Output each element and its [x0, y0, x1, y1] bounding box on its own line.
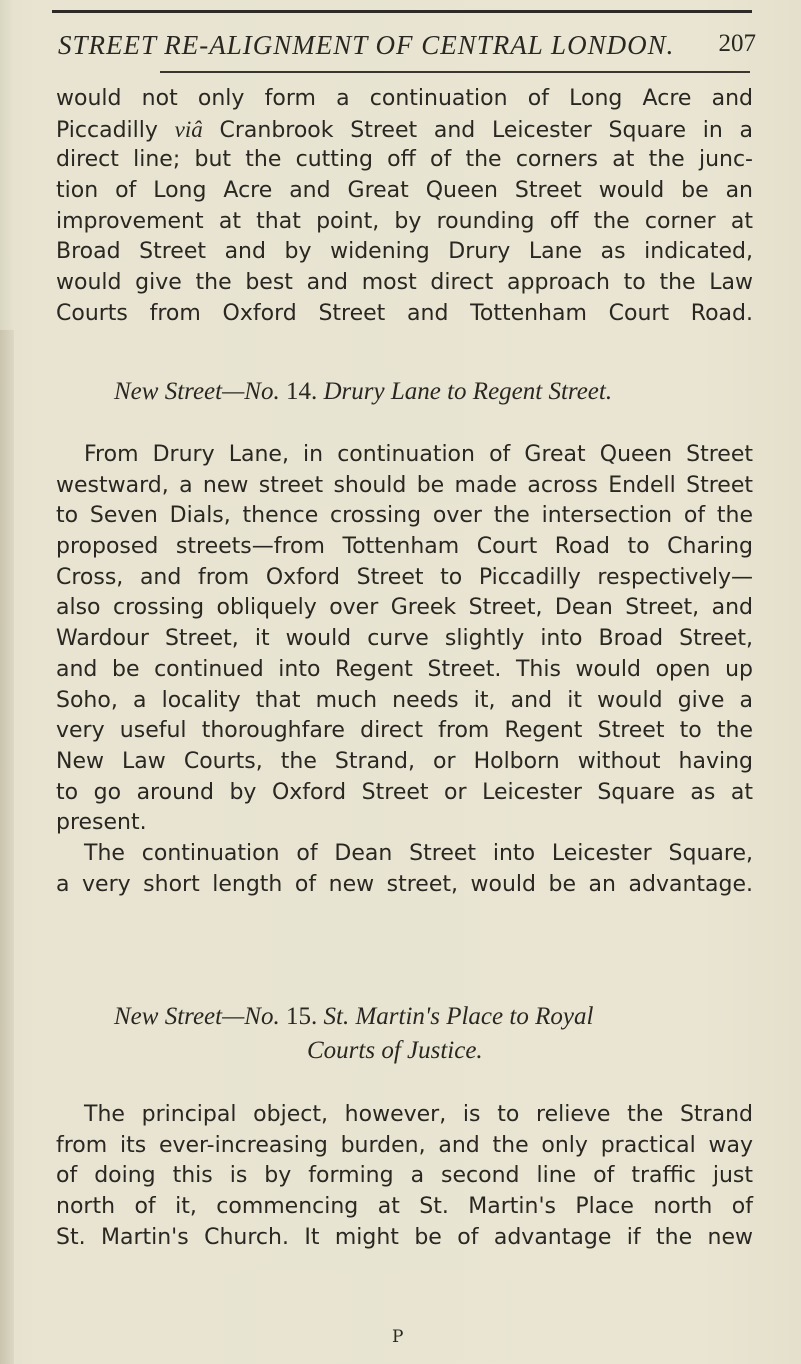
running-head [58, 30, 764, 70]
text-line: The principal object, however, is to relieve the Strand [84, 1102, 753, 1127]
text-line: a very short length of new street, would be an advantage. [56, 871, 753, 897]
text-line: Wardour Street, it would curve slightly into Broad Street, [56, 626, 753, 652]
section-heading-14: New Street—No. 14. Drury Lane to Regent Street. [114, 378, 613, 405]
text-line: present. [56, 810, 147, 836]
paragraph-1 [56, 84, 753, 330]
section-heading-15: New Street—No. 15. St. Martin's Place to Royal [114, 1003, 594, 1030]
text-line: St. Martin's Church. It might be of advantage if the new [56, 1224, 753, 1250]
text-line: Piccadilly viâ Cranbrook Street and Leicester Square in a [56, 116, 753, 143]
text-line: westward, a new street should be made across Endell Street [56, 472, 753, 498]
text-line: north of it, commencing at St. Martin's Place north of [56, 1194, 753, 1220]
text-line: from its ever-increasing burden, and the only practical way [56, 1132, 753, 1158]
page-number: 207 [718, 30, 756, 57]
text-line: direct line; but the cutting off of the corners at the junc- [56, 147, 753, 173]
italic-via: viâ [174, 116, 203, 142]
section-heading-15-line-2: Courts of Justice. [307, 1037, 483, 1064]
signature-mark: P [392, 1327, 404, 1347]
paragraph-2 [56, 440, 753, 839]
text-line: and be continued into Regent Street. This would open up [56, 656, 753, 682]
text-line: to go around by Oxford Street or Leicester Square as at [56, 779, 753, 805]
text-line: Broad Street and by widening Drury Lane as indicated, [56, 239, 753, 265]
binding-shadow [0, 330, 14, 1364]
text-line: proposed streets—from Tottenham Court Road to Charing [56, 534, 753, 560]
paragraph-3 [56, 839, 753, 900]
text-line: tion of Long Acre and Great Queen Street would be an [56, 178, 753, 204]
text-line: improvement at that point, by rounding off the corner at [56, 208, 753, 234]
head-rule [160, 71, 750, 73]
running-head-title: STREET RE-ALIGNMENT OF CENTRAL LONDON. [58, 30, 675, 60]
top-rule [52, 10, 752, 13]
text-line: of doing this is by forming a second line of traffic just [56, 1163, 753, 1189]
text-line: Courts from Oxford Street and Tottenham Court Road. [56, 300, 753, 326]
text-line: would give the best and most direct approach to the Law [56, 270, 753, 296]
text-line: would not only form a continuation of Long Acre and [56, 86, 753, 111]
text-line: to Seven Dials, thence crossing over the intersection of the [56, 503, 753, 529]
text-line: From Drury Lane, in continuation of Great Queen Street [84, 442, 753, 467]
text-line: very useful thoroughfare direct from Regent Street to the [56, 718, 753, 744]
text-line: New Law Courts, the Strand, or Holborn without having [56, 748, 753, 774]
text-line: The continuation of Dean Street into Leicester Square, [84, 841, 753, 866]
text-line: Cross, and from Oxford Street to Piccadilly respectively— [56, 564, 753, 590]
text-line: also crossing obliquely over Greek Street, Dean Street, and [56, 595, 753, 621]
paragraph-4 [56, 1100, 753, 1253]
text-line: Soho, a locality that much needs it, and it would give a [56, 687, 753, 713]
